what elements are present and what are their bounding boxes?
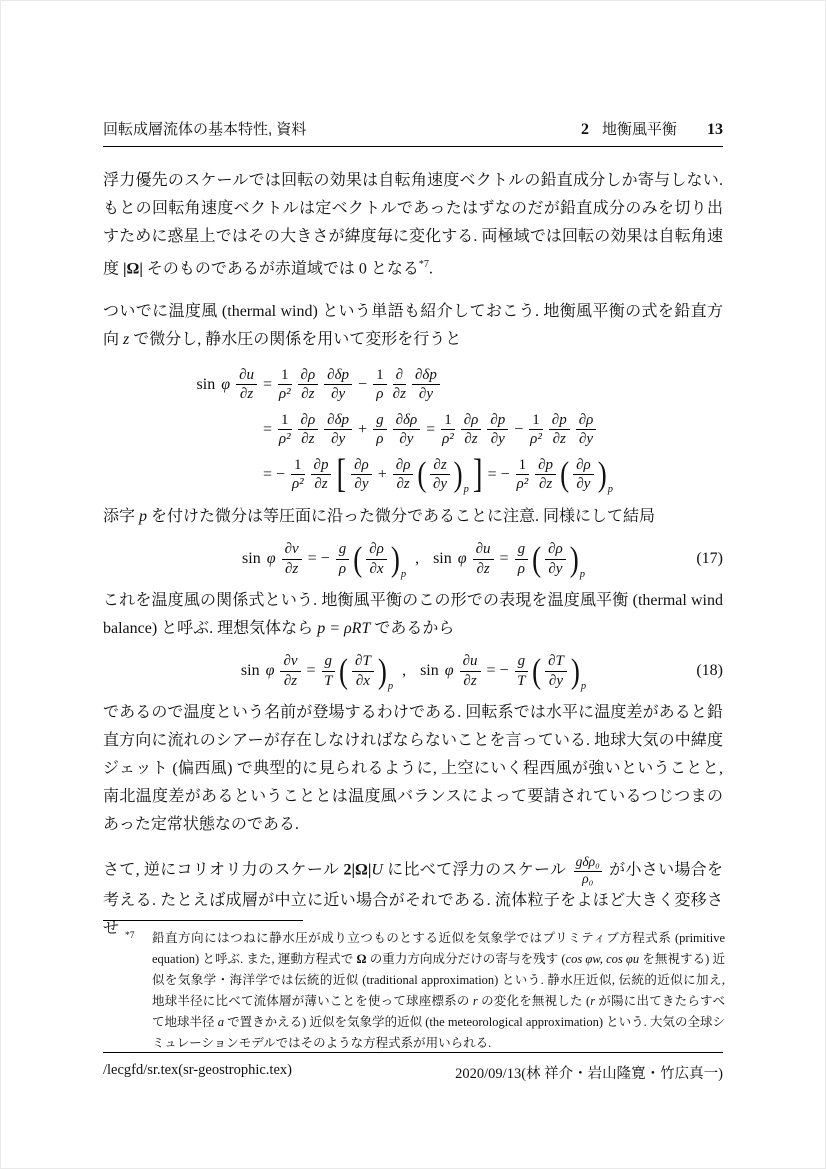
p6-text-2: に比べて浮力のスケール [382,861,571,879]
p6-text-1: さて, 逆にコリオリ力のスケール [103,861,344,879]
p6-buoyancy-scale-fraction [574,855,602,887]
footnote-rule [103,920,303,921]
fn-var-r1: r [472,994,478,1008]
header-doc-title: 回転成層流体の基本特性, 資料 [103,121,307,138]
fn-var-r2: r [590,994,596,1008]
equation-line1-lhs: sin φ $\frac{\partial u}{\partial z}$ [103,362,260,407]
paragraph-temperature-explanation [103,699,723,839]
fn-text-5: が陽に出てきたらすべて地球半径 [152,994,725,1029]
footnote-block [103,920,725,1054]
fn-var-a: a [217,1015,224,1029]
footer-date-authors: 2020/09/13(林 祥介・岩山隆寛・竹広真一) [455,1066,723,1082]
equation-18-tag: (18) [696,662,723,680]
header-section-number: 2 [580,121,589,138]
equation-18 [103,646,723,696]
running-footer [103,1052,723,1083]
p6-fraction-denominator: ρ₀ [582,871,594,887]
p3-text-2: を付けた微分は等圧面に沿った微分であることに注意. 同様にして結局 [147,508,656,526]
p1-text-1: 浮力優先のスケールでは回転の効果は自転角速度ベクトルの鉛直成分しか寄与しない. もとの回転角速度ベクトルは定ベクトルであったはずなのだが鉛直成分のみを切り出すために惑星上ではその大きさが緯度毎に変化する. 両極域では回転の効果は自転角速度 [103,172,723,278]
paragraph-subscript-note [103,503,723,531]
header-section-title: 地衡風平衡 [601,121,677,138]
equation-17-body: sin φ $\frac{\partial v}{\partial z}$ = − $\frac{g}{\rho}$ ( $\frac{\partial\rho}{\partial x}$ ) p , sin φ $\frac{\partial u}{\partial z}$ = $\frac{g}{\rho}$ ( $\frac{\partial\rho}{\partial y}$ ) p [242,539,585,580]
p2-text-1: ついでに温度風 (thermal wind) という単語も紹介しておこう. 地衡風平衡の式を鉛直方向 [103,303,723,349]
footer-source-path: /lecgfd/sr.tex(sr-geostrophic.tex) [103,1062,292,1078]
p1-text-3: . [428,260,433,278]
p6-text-3: が小さい場合を考える. たとえば成層が中立に近い場合がそれである. 流体粒子をよほど大きく変移させ [103,861,723,938]
footnote-7 [103,928,725,1054]
p4-text-1: これを温度風の関係式という. 地衡風平衡のこの形での表現を温度風平衡 (thermal wind balance) と呼ぶ. 理想気体なら [103,592,723,638]
equation-17-tag: (17) [696,550,723,568]
paragraph-thermal-wind-balance [103,587,723,643]
fn-cos-terms: cos φw, cos φu [565,952,640,966]
fn-text-4: の変化を無視した ( [477,994,591,1008]
fn-omega: Ω [356,952,367,966]
footnote-marker: *7 [125,931,135,941]
fn-text-2: の重力方向成分だけの寄与を残す ( [366,952,566,966]
equation-line2-lhs [103,407,260,452]
equation-17 [103,534,723,584]
p6-coriolis-scale: 2|Ω| [343,861,372,879]
p2-text-2: で微分し, 静水圧の関係を用いて変形を行うと [129,331,462,349]
p4-ideal-gas-relation: p = ρRT [317,620,371,638]
equation-grid [103,362,723,497]
equation-line1-rhs: = $\frac{1}{\text{ρ²}}$ $\frac{\partial\rho}{\partial z}$ $\frac{\partial\delta p}{\partial y}$ − $\frac{1}{\rho}$ $\frac{\partial}{\partial z}$ $\frac{\partial\delta p}{\partial y}$ [260,362,723,407]
p3-text-1: 添字 [103,508,140,526]
paragraph-thermal-wind-intro [103,298,723,354]
equation-block-derivation [103,362,723,497]
p3-var-p: p [139,508,148,526]
fn-text-6: で置きかえる) 近似を気象学的近似 (the meteorological approximation) という. 大気の全球シミュレーションモデルではそのような方程式系が用いられる. [152,1015,725,1050]
footnote-ref-7: *7 [418,259,429,270]
p6-fraction-numerator: gδρ₀ [574,855,602,872]
p6-var-U: U [371,861,383,879]
equation-line2-rhs: = $\frac{1}{\text{ρ²}}$ $\frac{\partial\rho}{\partial z}$ $\frac{\partial\delta p}{\partial y}$ + $\frac{g}{\rho}$ $\frac{\partial\delta\rho}{\partial y}$ = $\frac{1}{\text{ρ²}}$ $\frac{\partial\rho}{\partial z}$ $\frac{\partial p}{\partial y}$ − $\frac{1}{\text{ρ²}}$ $\frac{\partial p}{\partial z}$ $\frac{\partial\rho}{\partial y}$ [260,407,723,452]
p2-var-z: z [123,331,130,349]
fn-text-1: 鉛直方向にはつねに静水圧が成り立つものとする近似を気象学ではプリミティブ方程式系 (primitive equation) と呼ぶ. また, 運動方程式で [152,931,725,966]
p1-omega-abs: |Ω| [123,260,143,278]
running-header [103,118,723,147]
equation-18-body: sin φ $\frac{\partial v}{\partial z}$ = $\frac{g}{T}$ ( $\frac{\partial T}{\partial x}$ ) p , sin φ $\frac{\partial u}{\partial z}$ = − $\frac{g}{T}$ ( $\frac{\partial T}{\partial y}$ ) p [240,651,587,692]
equation-line3-rhs: = − $\frac{1}{\text{ρ²}}$ $\frac{\partial p}{\partial z}$ [ $\frac{\partial\rho}{\partial y}$ + $\frac{\partial\rho}{\partial z}$ ( $\frac{\partial z}{\partial y}$ ) p ] = − $\frac{1}{\text{ρ²}}$ $\frac{\partial p}{\partial z}$ ( $\frac{\partial\rho}{\partial y}$ ) p [263,451,613,497]
header-page-number: 13 [707,121,723,138]
header-right [581,118,723,139]
p4-text-2: であるから [370,620,455,638]
fn-text-3: を無視する) 近似を気象学・海洋学では伝統的近似 (traditional approximation) という. 静水圧近似, 伝統的近似に加え, 地球半径に比べて流体層が薄いことを使って球座標系の [152,952,725,1008]
paragraph-buoyancy-scale [103,167,723,283]
p1-text-2: そのものであるが赤道域では 0 となる [142,260,419,278]
p5-text: であるので温度という名前が登場するわけである. 回転系では水平に温度差があると鉛直方向に流れのシアーが存在しなければならないことを言っている. 地球大気の中緯度ジェット (偏西風) で典型的に見られるように, 上空にいく程西風が強いということと, 南北温度差があるということとは温度風バランスによって要請されているつじつまのあった定常状態なのである. [103,704,723,834]
equation-line3-lhs [103,452,260,497]
page-content [103,118,723,943]
